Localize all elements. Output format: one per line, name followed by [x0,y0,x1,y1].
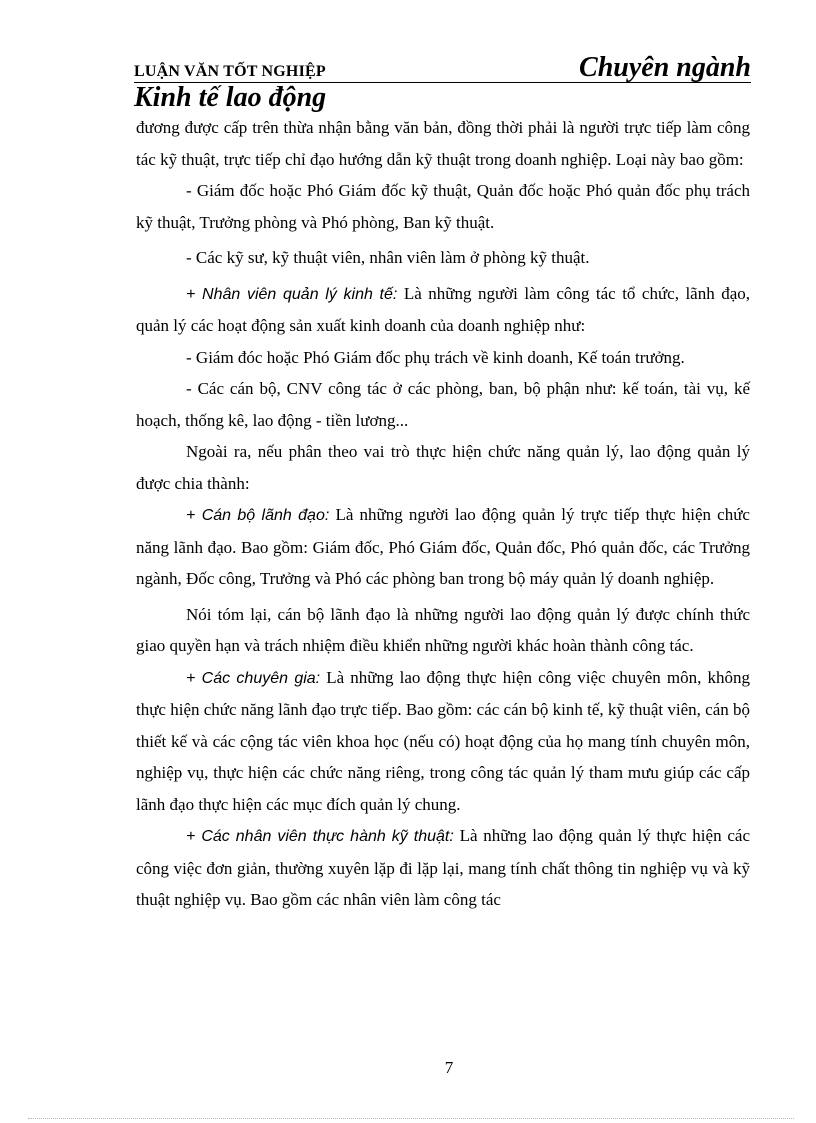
paragraph: Ngoài ra, nếu phân theo vai trò thực hiện chức năng quản lý, lao động quản lý được chia thành: [136,442,750,493]
paragraph-heading: + Cán bộ lãnh đạo: [186,507,330,524]
major-name: Kinh tế lao động [134,82,327,113]
paragraph: - Các kỹ sư, kỹ thuật viên, nhân viên làm ở phòng kỹ thuật. [186,248,590,267]
paragraph-heading: + Nhân viên quản lý kinh tế: [186,285,398,303]
paragraph-text: Là những người lao động quản lý trực tiếp thực hiện chức năng lãnh đạo. Bao gồm: Giám đốc, Phó Giám đốc, Quản đốc, Phó quản đốc, các Trưởng ngành, Đốc công, Trưởng và Phó các phòng ban trong bộ máy quản lý doanh nghiệp. [136,505,750,588]
paragraph [136,662,750,821]
paragraph-heading: + Các chuyên gia: [186,669,321,687]
paragraph: đương được cấp trên thừa nhận bằng văn bản, đồng thời phải là người trực tiếp làm công tác kỹ thuật, trực tiếp chỉ đạo hướng dẫn kỹ thuật trong doanh nghiệp. Loại này bao gồm: [136,118,750,169]
paragraph-text: Là những lao động thực hiện công việc chuyên môn, không thực hiện chức năng lãnh đạo trực tiếp. Bao gồm: các cán bộ kinh tế, kỹ thuật viên, cán bộ thiết kế và các cộng tác viên khoa học (nếu có) hoạt động của họ mang tính chuyên môn, nghiệp vụ, thực hiện các chức năng riêng, trong công tác quản lý tham mưu giúp các cấp lãnh đạo thực hiện các mục đích quản lý chung. [136,667,750,814]
page-number: 7 [444,1058,454,1077]
paragraph [136,820,750,916]
page-header [134,48,751,83]
major-label: Chuyên ngành [579,52,751,83]
footer-divider [28,1118,794,1119]
paragraph: - Giám đốc hoặc Phó Giám đốc kỹ thuật, Quản đốc hoặc Phó quản đốc phụ trách kỹ thuật, Trưởng phòng và Phó phòng, Ban kỹ thuật. [136,181,750,232]
paragraph-heading: + Các nhân viên thực hành kỹ thuật: [186,828,454,845]
paragraph [136,499,750,595]
paragraph-text: Là những người làm công tác tổ chức, lãnh đạo, quản lý các hoạt động sản xuất kinh doanh của doanh nghiệp như: [136,283,750,335]
paragraph: - Giám đóc hoặc Phó Giám đốc phụ trách về kinh doanh, Kế toán trưởng. [186,347,685,367]
paragraph: Nói tóm lại, cán bộ lãnh đạo là những người lao động quản lý được chính thức giao quyền hạn và trách nhiệm điều khiển những người khác hoàn thành công tác. [136,604,750,655]
body-text [136,112,750,916]
thesis-label: LUẬN VĂN TỐT NGHIỆP [134,63,326,80]
paragraph: - Các cán bộ, CNV công tác ở các phòng, ban, bộ phận như: kế toán, tài vụ, kế hoạch, thống kê, lao động - tiền lương... [136,379,750,430]
paragraph [136,278,750,342]
paragraph-text: Là những lao động quản lý thực hiện các công việc đơn giản, thường xuyên lặp đi lặp lại, mang tính chất thông tin nghiệp vụ và kỹ thuật nghiệp vụ. Bao gồm các nhân viên làm công tác [136,826,750,909]
